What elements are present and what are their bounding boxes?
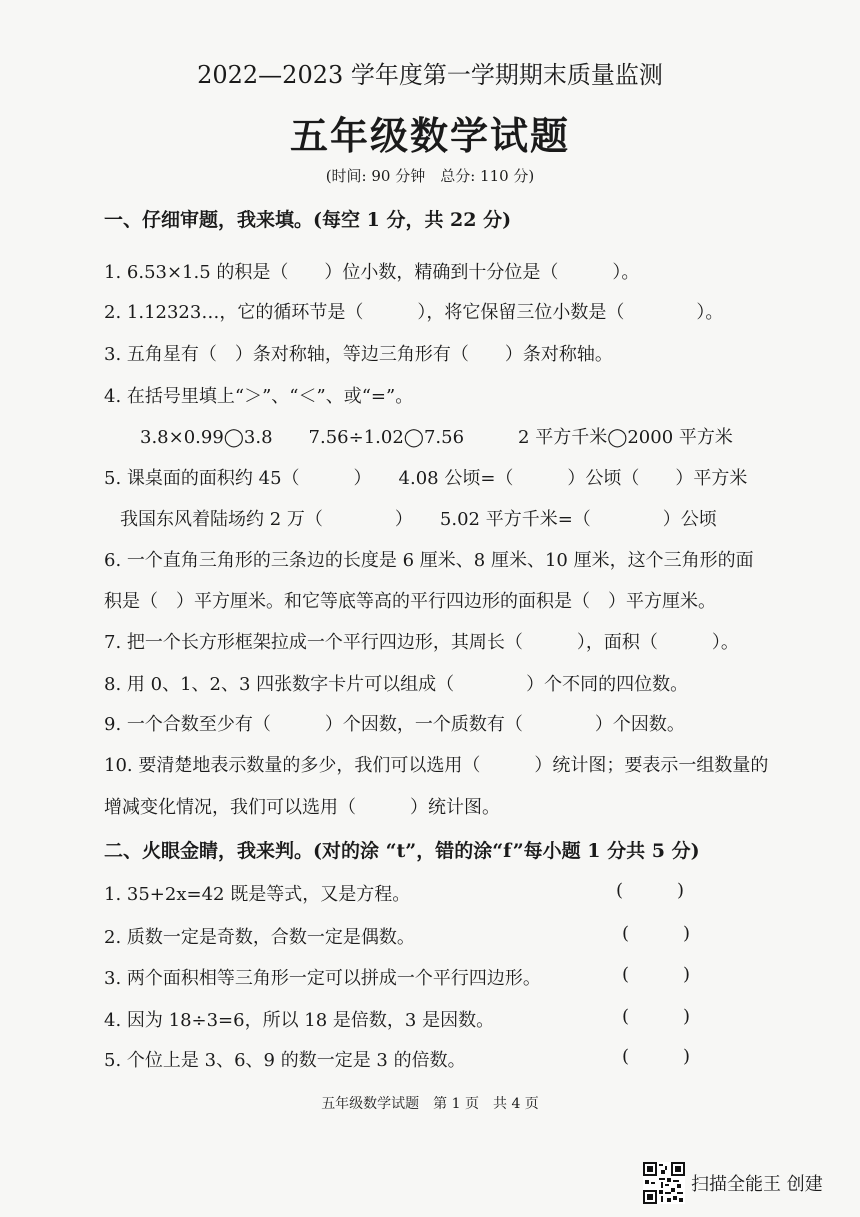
judge-answer-3: ( ) bbox=[622, 964, 691, 985]
judge-item-2: 2. 质数一定是奇数，合数一定是偶数。 bbox=[104, 927, 415, 948]
question-5: 5. 课桌面的面积约 45（ ） 4.08 公顷=（ ）公顷（ ）平方米 bbox=[104, 468, 748, 489]
exam-info: (时间: 90 分钟 总分: 110 分) bbox=[325, 167, 535, 185]
question-9: 9. 一个合数至少有（ ）个因数，一个质数有（ ）个因数。 bbox=[104, 714, 685, 735]
qr-code-icon bbox=[643, 1162, 685, 1204]
judge-item-3: 3. 两个面积相等三角形一定可以拼成一个平行四边形。 bbox=[104, 968, 541, 989]
question-10-cont: 增减变化情况，我们可以选用（ ）统计图。 bbox=[104, 797, 500, 818]
judge-item-4: 4. 因为 18÷3=6，所以 18 是倍数，3 是因数。 bbox=[104, 1010, 495, 1031]
judge-item-1: 1. 35+2x=42 既是等式，又是方程。 bbox=[104, 884, 411, 905]
section2-heading: 二、火眼金睛，我来判。(对的涂 “t”，错的涂“f”每小题 1 分共 5 分) bbox=[104, 840, 700, 862]
question-2: 2. 1.12323…，它的循环节是（ ），将它保留三位小数是（ ）。 bbox=[104, 302, 724, 323]
exam-title: 五年级数学试题 bbox=[289, 113, 570, 158]
page-footer: 五年级数学试题 第 1 页 共 4 页 bbox=[321, 1096, 539, 1112]
question-8: 8. 用 0、1、2、3 四张数字卡片可以组成（ ）个不同的四位数。 bbox=[104, 674, 689, 695]
section1-heading: 一、仔细审题，我来填。(每空 1 分，共 22 分) bbox=[104, 209, 512, 231]
scanner-brand-label: 扫描全能王 创建 bbox=[691, 1174, 823, 1195]
judge-answer-5: ( ) bbox=[622, 1046, 691, 1067]
question-4-comparisons: 3.8×0.99◯3.8 7.56÷1.02◯7.56 2 平方千米◯2000 平方米 bbox=[140, 427, 733, 448]
question-7: 7. 把一个长方形框架拉成一个平行四边形，其周长（ ），面积（ ）。 bbox=[104, 632, 739, 653]
question-6: 6. 一个直角三角形的三条边的长度是 6 厘米、8 厘米、10 厘米，这个三角形的面 bbox=[104, 550, 754, 571]
judge-answer-4: ( ) bbox=[622, 1006, 691, 1027]
question-4: 4. 在括号里填上“＞”、“＜”、或“=”。 bbox=[104, 386, 414, 407]
question-1: 1. 6.53×1.5 的积是（ ）位小数，精确到十分位是（ ）。 bbox=[104, 262, 640, 283]
question-6-cont: 积是（ ）平方厘米。和它等底等高的平行四边形的面积是（ ）平方厘米。 bbox=[104, 591, 716, 612]
judge-item-5: 5. 个位上是 3、6、9 的数一定是 3 的倍数。 bbox=[104, 1050, 466, 1071]
exam-term: 2022—2023 学年度第一学期期末质量监测 bbox=[197, 61, 663, 89]
judge-answer-2: ( ) bbox=[622, 923, 691, 944]
judge-answer-1: ( ) bbox=[616, 880, 685, 901]
question-10: 10. 要清楚地表示数量的多少，我们可以选用（ ）统计图；要表示一组数量的 bbox=[104, 755, 769, 776]
question-3: 3. 五角星有（ ）条对称轴，等边三角形有（ ）条对称轴。 bbox=[104, 344, 613, 365]
question-5-cont: 我国东风着陆场约 2 万（ ） 5.02 平方千米=（ ）公顷 bbox=[120, 509, 717, 530]
